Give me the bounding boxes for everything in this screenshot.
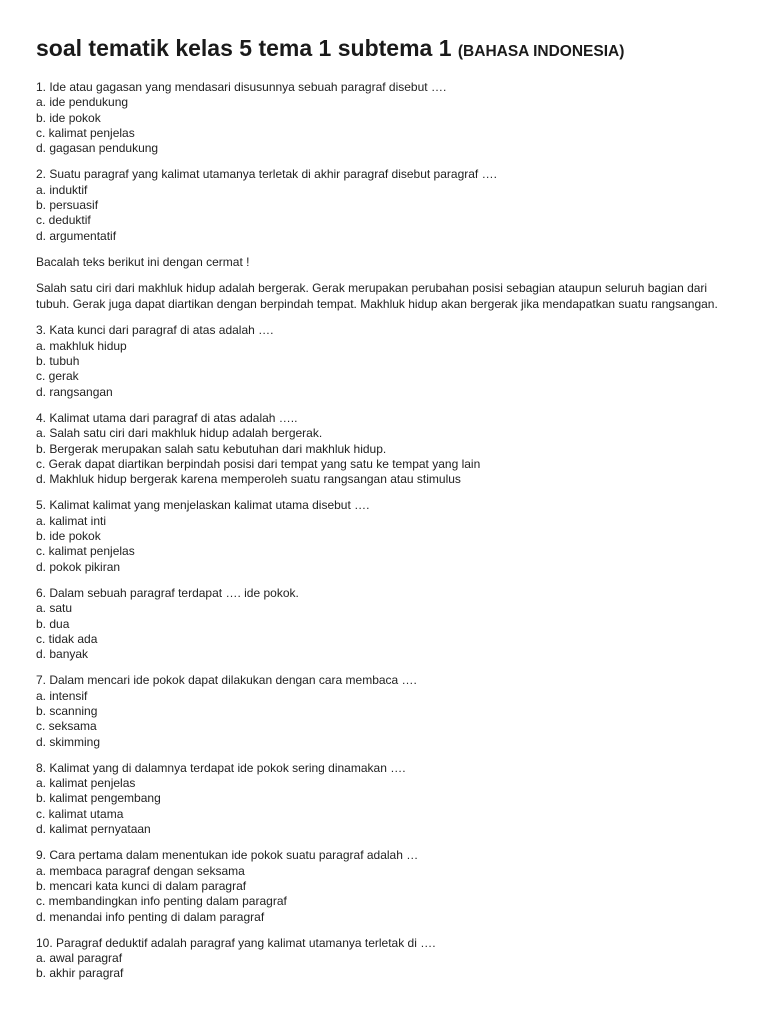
answer-option: a. awal paragraf: [36, 951, 123, 966]
answer-option: a. kalimat penjelas: [36, 776, 136, 791]
question-text: 10. Paragraf deduktif adalah paragraf yang kalimat utamanya terletak di ….: [36, 935, 436, 950]
answer-option: b. dua: [36, 616, 70, 631]
answer-option: c. deduktif: [36, 213, 91, 228]
answer-option: a. kalimat inti: [36, 513, 107, 528]
answer-option: b. Bergerak merupakan salah satu kebutuhan dari makhluk hidup.: [36, 441, 387, 456]
question-block: [36, 936, 736, 982]
question-text: 6. Dalam sebuah paragraf terdapat …. ide pokok.: [36, 585, 299, 600]
answer-option: c. kalimat penjelas: [36, 125, 135, 140]
question-text: 3. Kata kunci dari paragraf di atas adalah ….: [36, 323, 274, 338]
answer-option: b. tubuh: [36, 354, 80, 369]
question-block: [36, 411, 736, 487]
question-text: 5. Kalimat kalimat yang menjelaskan kalimat utama disebut ….: [36, 498, 370, 513]
question-text: 7. Dalam mencari ide pokok dapat dilakukan dengan cara membaca ….: [36, 673, 417, 688]
answer-option: a. ide pendukung: [36, 95, 129, 110]
question-text: 4. Kalimat utama dari paragraf di atas adalah …..: [36, 410, 298, 425]
answer-option: b. scanning: [36, 704, 98, 718]
reading-instruction: Bacalah teks berikut ini dengan cermat !: [36, 254, 250, 269]
question-text: 9. Cara pertama dalam menentukan ide pokok suatu paragraf adalah …: [36, 848, 419, 863]
answer-option: a. Salah satu ciri dari makhluk hidup adalah bergerak.: [36, 426, 323, 441]
answer-option: d. Makhluk hidup bergerak karena memperoleh suatu rangsangan atau stimulus: [36, 472, 461, 487]
answer-option: b. persuasif: [36, 198, 99, 213]
title-subject: (BAHASA INDONESIA): [457, 43, 625, 60]
answer-option: d. gagasan pendukung: [36, 141, 159, 156]
answer-option: a. intensif: [36, 688, 88, 703]
question-block: [36, 848, 736, 924]
reading-text: Salah satu ciri dari makhluk hidup adalah bergerak. Gerak merupakan perubahan posisi sebagian ataupun seluruh bagian dari tubuh. Gerak juga dapat diartikan dengan berpindah tempat. Makhluk hidup akan bergerak jika mendapatkan suatu rangsangan.: [36, 281, 718, 311]
question-list-part-2: [36, 323, 736, 981]
answer-option: a. satu: [36, 601, 73, 616]
answer-option: c. seksama: [36, 719, 97, 734]
answer-option: c. membandingkan info penting dalam paragraf: [36, 894, 287, 909]
answer-option: d. banyak: [36, 647, 89, 662]
answer-option: d. argumentatif: [36, 228, 117, 243]
answer-option: c. kalimat utama: [36, 806, 124, 821]
answer-option: a. membaca paragraf dengan seksama: [36, 863, 245, 878]
answer-option: a. induktif: [36, 182, 88, 197]
answer-option: b. ide pokok: [36, 110, 101, 125]
question-block: [36, 323, 736, 399]
answer-option: c. tidak ada: [36, 631, 98, 646]
question-text: 2. Suatu paragraf yang kalimat utamanya terletak di akhir paragraf disebut paragraf ….: [36, 167, 497, 182]
question-text: 8. Kalimat yang di dalamnya terdapat ide pokok sering dinamakan ….: [36, 760, 406, 775]
answer-option: d. skimming: [36, 734, 101, 749]
document-page: [36, 32, 736, 993]
answer-option: d. kalimat pernyataan: [36, 822, 151, 837]
question-text: 1. Ide atau gagasan yang mendasari disusunnya sebuah paragraf disebut ….: [36, 80, 447, 94]
answer-option: b. ide pokok: [36, 529, 101, 544]
answer-option: b. kalimat pengembang: [36, 791, 161, 806]
answer-option: d. menandai info penting di dalam paragraf: [36, 909, 265, 924]
answer-option: c. gerak: [36, 369, 79, 384]
question-list-part-1: [36, 80, 736, 244]
answer-option: b. mencari kata kunci di dalam paragraf: [36, 878, 247, 893]
question-block: [36, 761, 736, 837]
question-block: [36, 80, 736, 156]
answer-option: a. makhluk hidup: [36, 338, 127, 353]
answer-option: c. Gerak dapat diartikan berpindah posisi dari tempat yang satu ke tempat yang lain: [36, 456, 481, 471]
answer-option: b. akhir paragraf: [36, 966, 124, 981]
answer-option: d. pokok pikiran: [36, 559, 121, 574]
answer-option: d. rangsangan: [36, 384, 113, 399]
title-main: soal tematik kelas 5 tema 1 subtema 1: [36, 35, 452, 61]
page-title: [36, 32, 736, 68]
answer-option: c. kalimat penjelas: [36, 544, 135, 559]
question-block: [36, 498, 736, 574]
question-block: [36, 167, 736, 243]
question-block: [36, 673, 736, 749]
question-block: [36, 586, 736, 662]
